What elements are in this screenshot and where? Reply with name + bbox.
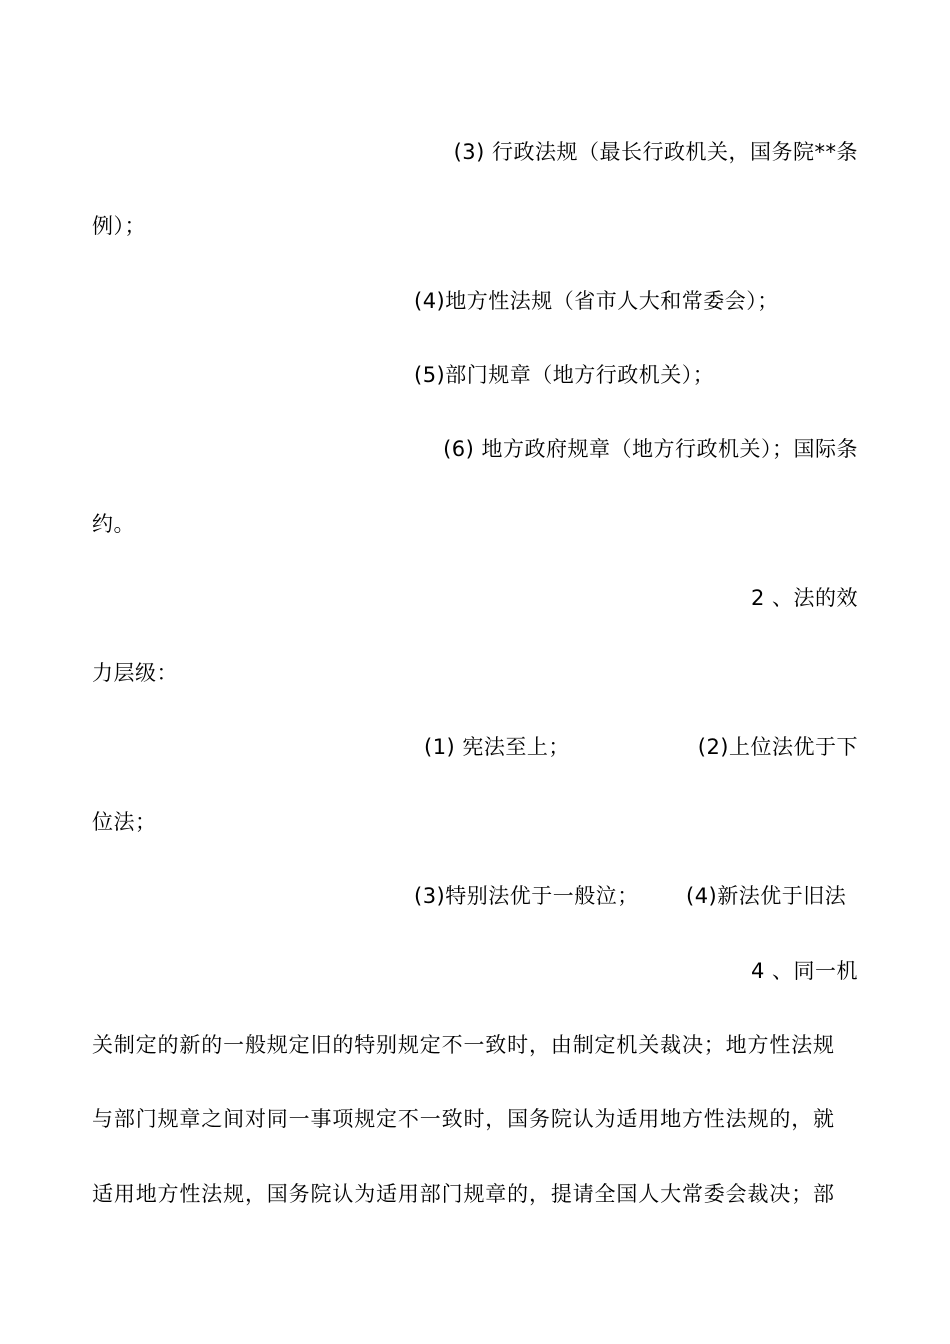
text-line-5: (6) 地方政府规章（地方行政机关）；国际条	[443, 437, 858, 461]
text-line-10: 位法；	[92, 810, 157, 834]
text-line-11b: (4)新法优于旧法	[686, 884, 847, 908]
paragraph-line-1: 关制定的新的一般规定旧的特别规定不一致时，由制定机关裁决；地方性法规	[92, 1033, 835, 1057]
text-line-11a: (3)特别法优于一般泣；	[414, 884, 639, 908]
section-heading-4: 4 、同一机	[750, 959, 858, 983]
text-line-2: 例）；	[92, 214, 146, 238]
text-line-3: (4)地方性法规（省市人大和常委会）；	[414, 289, 779, 313]
paragraph-line-2: 与部门规章之间对同一事项规定不一致时，国务院认为适用地方性法规的，就	[92, 1107, 835, 1131]
text-line-8: 力层级：	[92, 661, 178, 685]
section-heading-2: 2 、法的效	[750, 586, 858, 610]
text-line-6: 约。	[92, 512, 135, 536]
text-line-9b: (2)上位法优于下	[697, 735, 858, 759]
text-line-9a: (1) 宪法至上；	[424, 735, 570, 759]
text-line-4: (5)部门规章（地方行政机关）；	[414, 363, 715, 387]
paragraph-line-3: 适用地方性法规，国务院认为适用部门规章的，提请全国人大常委会裁决；部	[92, 1182, 835, 1206]
text-line-1: (3) 行政法规（最长行政机关，国务院**条	[453, 140, 858, 164]
